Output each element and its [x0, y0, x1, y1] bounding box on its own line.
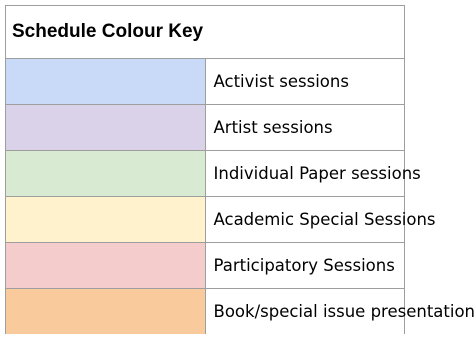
colour-swatch — [6, 243, 206, 289]
key-row — [6, 59, 405, 105]
table-title: Schedule Colour Key — [6, 6, 405, 59]
key-row — [6, 289, 405, 335]
key-label: Academic Special Sessions — [205, 197, 405, 243]
colour-swatch — [6, 197, 206, 243]
colour-swatch — [6, 59, 206, 105]
key-row — [6, 197, 405, 243]
key-row — [6, 105, 405, 151]
key-label: Artist sessions — [205, 105, 405, 151]
colour-swatch — [6, 289, 206, 335]
key-row — [6, 151, 405, 197]
key-label: Activist sessions — [205, 59, 405, 105]
key-row — [6, 243, 405, 289]
key-label: Participatory Sessions — [205, 243, 405, 289]
header-row — [6, 6, 405, 59]
key-label: Individual Paper sessions — [205, 151, 405, 197]
colour-swatch — [6, 105, 206, 151]
colour-swatch — [6, 151, 206, 197]
colour-key-table — [5, 5, 475, 334]
key-label: Book/special issue presentation — [213, 302, 475, 321]
